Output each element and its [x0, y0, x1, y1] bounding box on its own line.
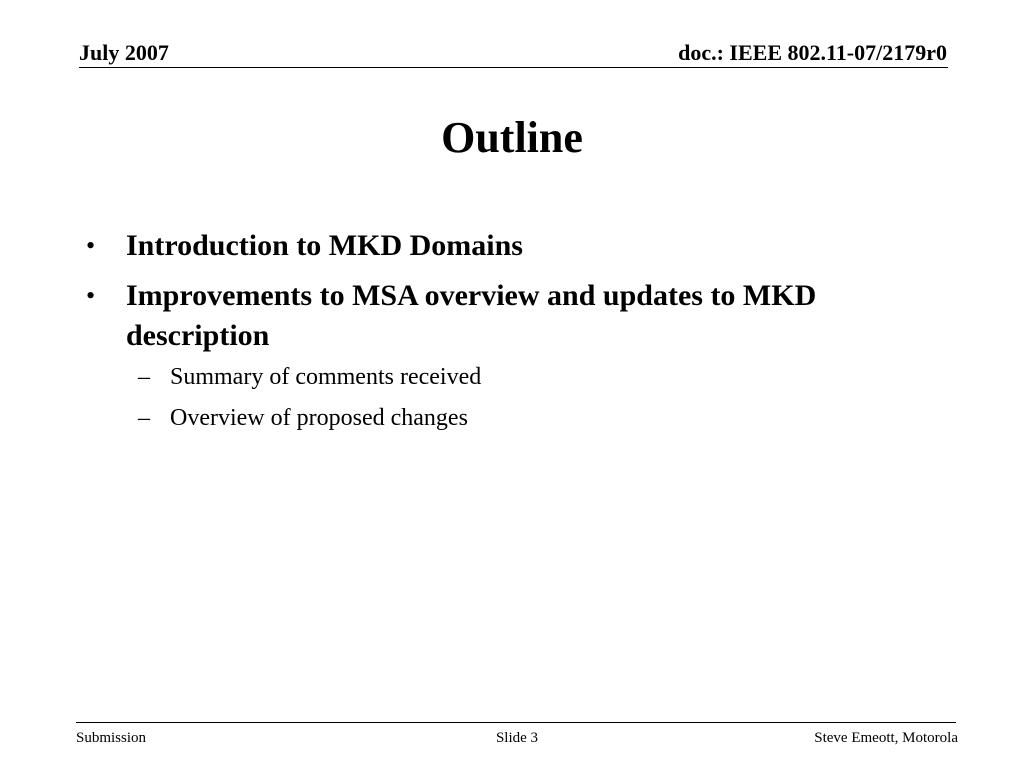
dash-icon: –	[138, 364, 150, 390]
header-divider	[79, 67, 948, 68]
dash-icon: –	[138, 405, 150, 431]
header-date: July 2007	[79, 40, 169, 65]
footer-author: Steve Emeott, Motorola	[814, 730, 958, 746]
bullet-item	[84, 276, 944, 356]
sub-bullet-item	[84, 362, 944, 392]
bullet-text: Improvements to MSA overview and updates to MKD description	[126, 279, 817, 352]
sub-bullet-text: Summary of comments received	[170, 364, 482, 390]
footer-slide-number: Slide 3	[495, 730, 539, 746]
bullet-icon: •	[86, 231, 96, 260]
bullet-text: Introduction to MKD Domains	[126, 229, 523, 262]
slide-title: Outline	[441, 113, 583, 162]
footer-divider	[76, 722, 956, 723]
sub-bullet-item	[84, 403, 944, 433]
bullet-item	[84, 226, 944, 266]
sub-list	[84, 362, 944, 433]
sub-bullet-text: Overview of proposed changes	[170, 405, 468, 431]
bullet-icon: •	[86, 281, 96, 310]
outline-list	[84, 226, 944, 444]
header-doc-id: doc.: IEEE 802.11-07/2179r0	[678, 40, 947, 65]
footer-submission: Submission	[76, 730, 147, 746]
